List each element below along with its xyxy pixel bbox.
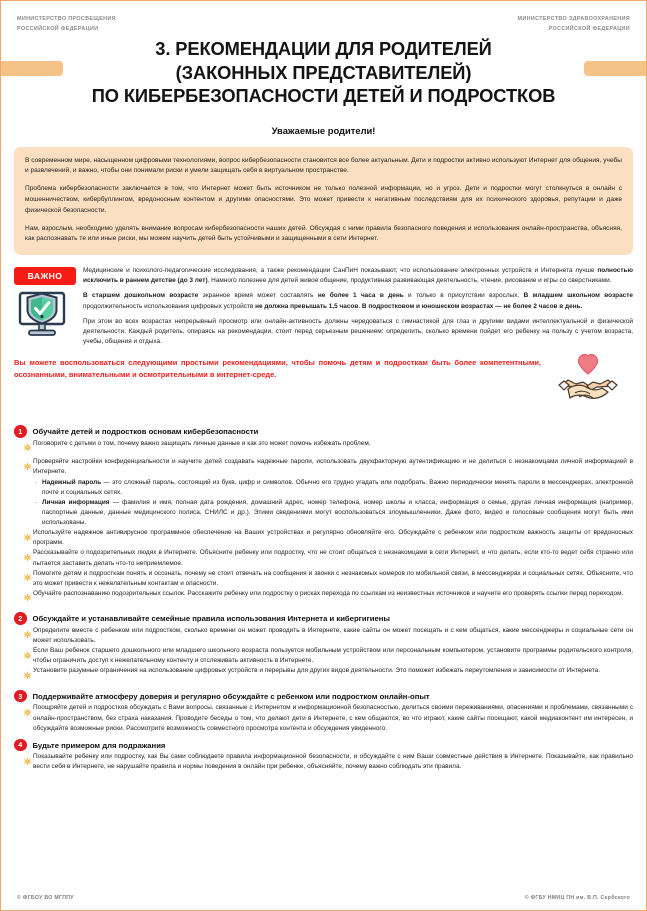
page-title bbox=[1, 37, 646, 108]
sparkle-bullet-icon bbox=[23, 529, 33, 547]
header bbox=[1, 1, 646, 34]
important-left-column bbox=[14, 266, 76, 347]
page-title-line1: 3. РЕКОМЕНДАЦИИ ДЛЯ РОДИТЕЛЕЙ bbox=[155, 38, 492, 59]
section-title: Будьте примером для подражания bbox=[32, 740, 166, 750]
bullet-text: Рассказывайте о подозрительных людях в Интернете. Объясните ребенку или подростку, что не стоит общаться с незнакомцами в сети Интернет, и что делать, если кто-то ведет себя странно или пытается заставить делать что-то неприемлемое. bbox=[33, 549, 633, 567]
imp-p2-i: В подростковом и юношеском возрастах — не более 2 часов в день. bbox=[361, 302, 583, 310]
bullet-text: Поощряйте детей и подростков обсуждать с Вами вопросы, связанные с Интернетом и информационной безопасностью, делиться своими переживаниями, опасениями и проблемами, связанными с онлайн-пространством, без страха наказания. Проводите беседы о том, что делают дети в Интернете, с кем общаются, во что играют, какие сайты посещают, какой медиаконтент им интересен, и обсуждайте возможные риски. Рассмотрите возможность совместного просмотра контента и обсуждения увиденного. bbox=[33, 704, 633, 732]
imp-p1-a: Медицинские и психолого-педагогические исследования, а также рекомендации СанПиН показывают, что использование электронных устройств и Интернета лучше bbox=[83, 266, 598, 274]
bullet-text: Обучайте распознаванию подозрительных ссылок. Расскажите ребенку или подростку о рисках перехода по ссылкам из неизвестных источников и научите его проверять ссылки перед переходом. bbox=[33, 589, 624, 597]
imp-p2-e: В младшем школьном возрасте bbox=[523, 292, 633, 300]
ministry-left bbox=[17, 14, 116, 34]
imp-p2-d: и только в присутствии взрослых. bbox=[403, 292, 524, 300]
bullet-item bbox=[14, 646, 633, 666]
footer bbox=[1, 895, 646, 901]
sub-bullet-text bbox=[42, 478, 633, 498]
ministry-left-line2: РОССИЙСКОЙ ФЕДЕРАЦИИ bbox=[17, 26, 99, 32]
recommendation-section bbox=[14, 739, 633, 773]
bullet-item bbox=[14, 439, 633, 458]
dot-bullet-icon: · bbox=[35, 478, 38, 486]
section-title: Поддерживайте атмосферу доверия и регулярно обсуждайте с ребенком или подростком онлайн-опыт bbox=[32, 691, 430, 701]
bullet-item bbox=[14, 703, 633, 733]
bullet-list bbox=[14, 626, 633, 685]
sparkle-bullet-icon bbox=[23, 753, 33, 771]
sparkle-bullet-icon bbox=[23, 626, 33, 644]
section-number-badge: 3 bbox=[14, 690, 27, 703]
intro-paragraph-2: Проблема кибербезопасности заключается в том, что Интернет может быть источником не только полезной информации, но и угроз. Дети и подростки могут столкнуться в онлайн с мошенничеством, кибербуллингом, вредоносным контентом и другими опасностями. Это может привести к негативным последствиям для их психического здоровья, репутации и даже физической безопасности. bbox=[25, 185, 622, 214]
monitor-shield-check-icon bbox=[18, 291, 76, 344]
bullet-item bbox=[14, 569, 633, 589]
bullet-text: Показывайте ребенку или подростку, как Вы сами соблюдаете правила информационной безопасности, и обсуждайте с ним Ваши совместные действия в Интернете. Показывайте, как правильно вести себя в Интернете, не нарушайте правила и нормы поведения в онлайн при ребенке, объясняйте, почему важно соблюдать эти правила. bbox=[33, 753, 633, 771]
bullet-item bbox=[14, 752, 633, 772]
bullet-list bbox=[14, 703, 633, 733]
section-header bbox=[14, 690, 633, 703]
bullet-text: Установите разумные ограничения на использование цифровых устройств и перерывы для других видов деятельности. Это поможет избежать переутомления и зависимости от Интернета. bbox=[33, 667, 601, 675]
section-header bbox=[14, 739, 633, 752]
sub-bullet-definition: — это сложный пароль, состоящий из букв, цифр и символов. Обычно его трудно угадать или подобрать. Важно периодически менять пароли в мессенджерах, электронной почте и социальных сетях. bbox=[42, 478, 633, 496]
sparkle-bullet-icon bbox=[23, 704, 33, 722]
section-title: Обсуждайте и устанавливайте семейные правила использования Интернета и кибергигиены bbox=[32, 614, 390, 624]
imp-p1-c: . Намного полезнее для детей живое общение, продуктивная развивающая деятельность, чтение, рисование и игры со сверстниками. bbox=[207, 277, 612, 285]
bullet-text: Определите вместе с ребенком или подростком, сколько времени он может проводить в Интернете, какие сайты он может посещать и с кем общаться, какие мессенджеры и социальные сети он может использовать. bbox=[33, 626, 633, 644]
sparkle-bullet-icon bbox=[23, 549, 33, 567]
ministry-right-line2: РОССИЙСКОЙ ФЕДЕРАЦИИ bbox=[548, 26, 630, 32]
recommendation-section bbox=[14, 425, 633, 607]
ministry-right-line1: МИНИСТЕРСТВО ЗДРАВООХРАНЕНИЯ bbox=[517, 16, 630, 22]
bullet-text: Используйте надежное антивирусное программное обеспечение на Ваших устройствах и регулярно обновляйте его. Обсуждайте с ребенком или подростком важность защиты от вредоносных программ. bbox=[33, 529, 633, 547]
ministry-right bbox=[518, 14, 630, 34]
imp-p2-b: экранное время может составлять bbox=[198, 292, 318, 300]
sub-bullet-item bbox=[35, 498, 633, 528]
section-number-badge: 1 bbox=[14, 425, 27, 438]
intro-paragraph-3: Нам, взрослым, необходимо уделять внимание вопросам кибербезопасности наших детей. Обсуждая с ними правила безопасного поведения и использования онлайн-пространства, объясняя, как распознавать те или иные риски, мы можем научить детей быть устойчивыми и защищенными в сети Интернет. bbox=[25, 224, 622, 243]
sparkle-bullet-icon bbox=[23, 647, 33, 665]
page-title-line2: (ЗАКОННЫХ ПРЕДСТАВИТЕЛЕЙ) bbox=[175, 61, 472, 83]
dot-bullet-icon: · bbox=[35, 498, 38, 506]
title-block bbox=[1, 37, 646, 108]
imp-p2-f: продолжительность использования цифровых устройств bbox=[83, 302, 256, 310]
important-paragraph-3: При этом во всех возрастах непрерывный просмотр или онлайн-активность должны чередоваться с гимнастикой для глаз и другими видами интеллектуальной и физической деятельности. Каждый родитель, опираясь на рекомендации, стоит перед серьезным решением: определить, сколько времени пойдет его ребенку на пользу с учетом возраста, учебы, общения и отдыха. bbox=[83, 317, 633, 346]
greeting: Уважаемые родители! bbox=[271, 124, 376, 136]
footer-right: © ФГБУ НМИЦ ПН им. В.П. Сербского bbox=[524, 895, 630, 901]
bullet-text: Проверяйте настройки конфиденциальности и научите детей создавать надежные пароли, использовать двухфакторную аутентификацию и не делиться с незнакомцами личной информацией в Интернете. bbox=[33, 458, 633, 476]
section-header bbox=[14, 425, 633, 438]
decorative-bar-right bbox=[584, 61, 647, 76]
intro-paragraph-1: В современном мире, насыщенном цифровыми технологиями, вопрос кибербезопасности становится все более актуальным. Дети и подростки активно используют Интернет для общения, учебы и развлечений, и важно, чтобы они понимали риски и умели защищать себя в виртуальном пространстве. bbox=[25, 156, 622, 175]
section-title: Обучайте детей и подростков основам кибербезопасности bbox=[32, 427, 259, 436]
section-number-badge: 4 bbox=[14, 739, 27, 752]
heart-handshake-icon bbox=[555, 353, 633, 420]
sparkle-bullet-icon bbox=[23, 667, 33, 685]
recommendation-section bbox=[14, 612, 633, 685]
section-header bbox=[14, 612, 633, 625]
imp-p2-g: не должна превышать 1,5 часов bbox=[255, 302, 359, 310]
bullet-item bbox=[14, 457, 633, 477]
sub-bullet-list bbox=[14, 478, 633, 529]
sub-bullet-term: Личная информация bbox=[42, 498, 110, 506]
sparkle-bullet-icon bbox=[23, 439, 33, 457]
imp-p1-bold: полностью исключить в раннем детстве (до 3 лет) bbox=[83, 266, 633, 285]
sparkle-bullet-icon bbox=[23, 569, 33, 587]
bullet-list bbox=[14, 752, 633, 772]
important-text bbox=[83, 266, 633, 347]
bullet-item bbox=[14, 589, 633, 608]
sub-bullet-term: Надежный пароль bbox=[42, 478, 102, 486]
important-paragraph-2 bbox=[83, 291, 633, 311]
recommendation-section bbox=[14, 690, 633, 734]
imp-p2-c: не более 1 часа в день bbox=[317, 292, 404, 300]
bullet-item bbox=[14, 666, 633, 685]
bullet-list bbox=[14, 439, 633, 608]
imp-p2-h: . bbox=[358, 302, 362, 310]
bullet-item bbox=[14, 548, 633, 568]
section-number-badge: 2 bbox=[14, 612, 27, 625]
footer-left: © ФГБОУ ВО МГППУ bbox=[17, 895, 74, 901]
bullet-item bbox=[14, 528, 633, 548]
decorative-bar-left bbox=[0, 61, 63, 76]
lead-row bbox=[14, 357, 633, 420]
important-badge: ВАЖНО bbox=[14, 267, 76, 286]
lead-text: Вы можете воспользоваться следующими простыми рекомендациями, чтобы помочь детям и подросткам быть более компетентными, осознанными, внимательными и осмотрительными в интернет-среде. bbox=[14, 358, 541, 379]
sparkle-bullet-icon bbox=[23, 589, 33, 607]
ministry-left-line1: МИНИСТЕРСТВО ПРОСВЕЩЕНИЯ bbox=[17, 16, 116, 22]
sub-bullet-definition: — фамилия и имя, полная дата рождения, домашний адрес, номер телефона, номер школы и класса, информация о семье, другая личная информация (например, паспортные данные, данные медицинского полиса, СНИЛС и др.). Этими сведениями могут воспользоваться злоумышленники. Даже фото, видео и голосовые сообщения могут быть ими использованы. bbox=[42, 498, 633, 526]
bullet-text: Если Ваш ребенок старшего дошкольного или младшего школьного возраста пользуется мобильным устройством или персональным компьютером, установите программы родительского контроля, чтобы ограничить доступ к нежелательному контенту и отслеживать активность в Интернете. bbox=[33, 647, 633, 665]
bullet-text: Помогите детям и подросткам понять и осознать, почему не стоит отвечать на сообщения и звонки с незнакомых номеров по мобильной связи, в мессенджерах и социальных сетях. Объясните, что это может привести к нежелательным контактам и опасности. bbox=[33, 569, 633, 587]
imp-p2-a: В старшем дошкольном возрасте bbox=[83, 292, 199, 300]
important-block bbox=[14, 266, 633, 347]
sub-bullet-text bbox=[42, 498, 633, 528]
bullet-item bbox=[14, 626, 633, 646]
bullet-text: Поговорите с детьми о том, почему важно защищать личные данные и как это может помочь избежать проблем. bbox=[33, 439, 371, 447]
page-title-line3: ПО КИБЕРБЕЗОПАСНОСТИ ДЕТЕЙ И ПОДРОСТКОВ bbox=[91, 85, 556, 107]
important-paragraph-1 bbox=[83, 266, 633, 286]
intro-box bbox=[14, 147, 633, 255]
recommendation-sections bbox=[14, 425, 633, 772]
sub-bullet-item bbox=[35, 478, 633, 498]
sparkle-bullet-icon bbox=[23, 458, 33, 476]
